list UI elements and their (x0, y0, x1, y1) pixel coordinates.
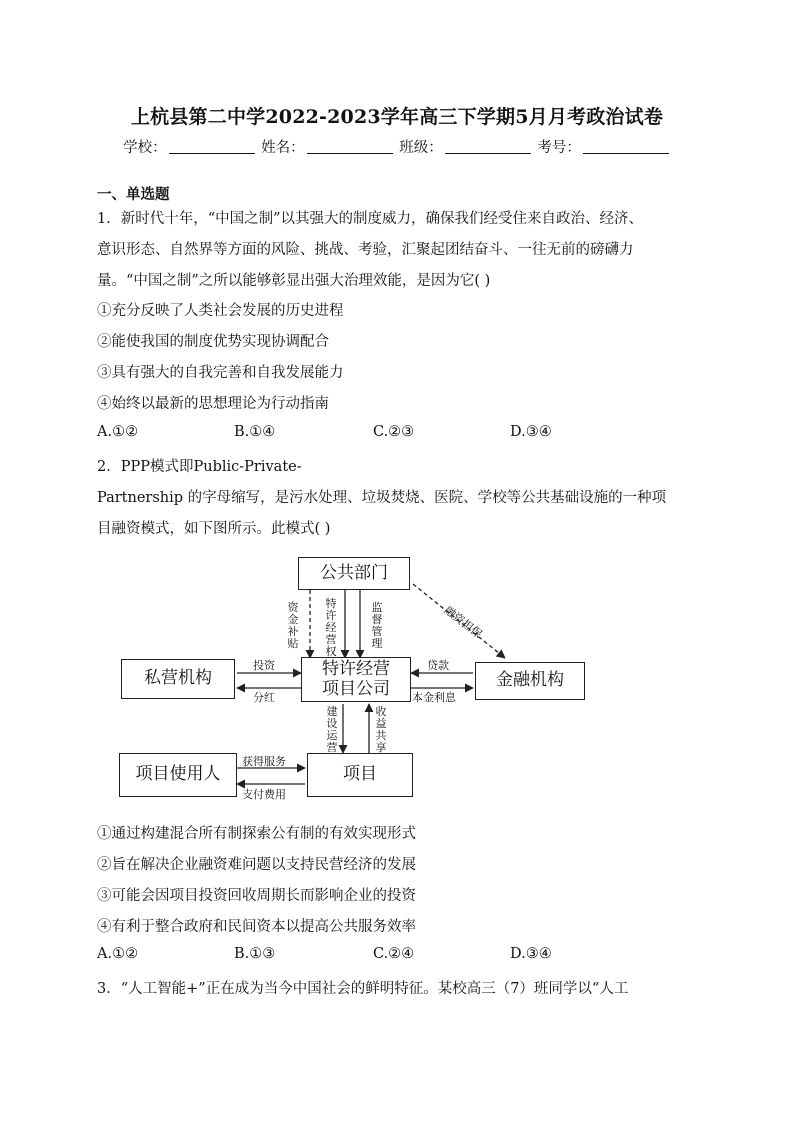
student-info-line (0, 136, 794, 157)
label-supervision: 监督管理 (371, 601, 383, 650)
project-box: 项目 (307, 753, 413, 797)
label-invest: 投资 (253, 659, 275, 672)
q1-item-3: ③具有强大的自我完善和自我发展能力 (97, 365, 344, 381)
franchise-company-box (301, 657, 411, 702)
label-guarantee: 融资担保 (441, 603, 485, 641)
q2-stem-line3: 目融资模式，如下图所示。此模式( ) (97, 521, 331, 537)
q2-option-a[interactable]: A.①② (97, 946, 139, 962)
q2-item-1: ①通过构建混合所有制探索公有制的有效实现形式 (97, 826, 416, 842)
school-blank[interactable] (169, 139, 255, 154)
q1-stem-line1: 1．新时代十年，“中国之制”以其强大的制度威力，确保我们经受住来自政治、经济、 (97, 211, 644, 227)
q2-stem-line2: Partnership 的字母缩写，是污水处理、垃圾焚烧、医院、学校等公共基础设施的一种项 (97, 490, 667, 506)
class-label: 班级： (399, 140, 443, 156)
q3-stem-line1: 3．“人工智能+”正在成为当今中国社会的鲜明特征。某校高三（7）班同学以“人工 (97, 981, 629, 997)
name-label: 姓名： (261, 140, 305, 156)
q1-option-d[interactable]: D.③④ (510, 424, 552, 440)
public-sector-box: 公共部门 (298, 557, 410, 590)
q1-item-4: ④始终以最新的思想理论为行动指南 (97, 396, 329, 412)
section-heading: 一、单选题 (97, 186, 170, 203)
label-franchise-right: 特许经营权 (325, 597, 337, 658)
name-blank[interactable] (307, 139, 393, 154)
franchise-line1: 特许经营 (322, 658, 390, 679)
q1-stem-line2: 意识形态、自然界等方面的风险、挑战、考验，汇聚起团结奋斗、一往无前的磅礴力 (97, 242, 634, 258)
q1-option-b[interactable]: B.①④ (234, 424, 276, 440)
label-pay-fee: 支付费用 (242, 788, 286, 801)
private-institution-box: 私营机构 (121, 659, 235, 699)
label-dividend: 分红 (253, 691, 275, 704)
label-revenue-share: 收益共享 (375, 705, 387, 754)
q2-item-3: ③可能会因项目投资回收周期长而影响企业的投资 (97, 888, 416, 904)
label-loan: 贷款 (427, 659, 449, 672)
ppp-diagram (115, 550, 590, 802)
q2-option-b[interactable]: B.①③ (234, 946, 276, 962)
school-label: 学校： (123, 140, 167, 156)
franchise-line2: 项目公司 (322, 678, 390, 699)
exam-title: 上杭县第二中学2022-2023学年高三下学期5月月考政治试卷 (130, 106, 664, 128)
class-blank[interactable] (445, 139, 531, 154)
label-principal-interest: 本金利息 (412, 691, 456, 704)
q1-item-1: ①充分反映了人类社会发展的历史进程 (97, 303, 344, 319)
label-obtain-service: 获得服务 (242, 755, 286, 768)
q2-option-d[interactable]: D.③④ (510, 946, 552, 962)
q2-option-c[interactable]: C.②④ (373, 946, 415, 962)
label-subsidy: 资金补贴 (287, 601, 299, 650)
financial-institution-box: 金融机构 (475, 662, 585, 700)
q2-item-2: ②旨在解决企业融资难问题以支持民营经济的发展 (97, 857, 416, 873)
label-build-operate: 建设运营 (326, 705, 338, 754)
q1-item-2: ②能使我国的制度优势实现协调配合 (97, 334, 329, 350)
q1-option-a[interactable]: A.①② (97, 424, 139, 440)
number-blank[interactable] (583, 139, 669, 154)
number-label: 考号： (537, 140, 581, 156)
project-user-box: 项目使用人 (119, 753, 237, 797)
q1-stem-line3: 量。“中国之制”之所以能够彰显出强大治理效能，是因为它( ) (97, 273, 491, 289)
q2-stem-line1: 2．PPP模式即Public-Private- (97, 459, 302, 475)
q1-option-c[interactable]: C.②③ (373, 424, 415, 440)
q2-item-4: ④有利于整合政府和民间资本以提高公共服务效率 (97, 919, 416, 935)
